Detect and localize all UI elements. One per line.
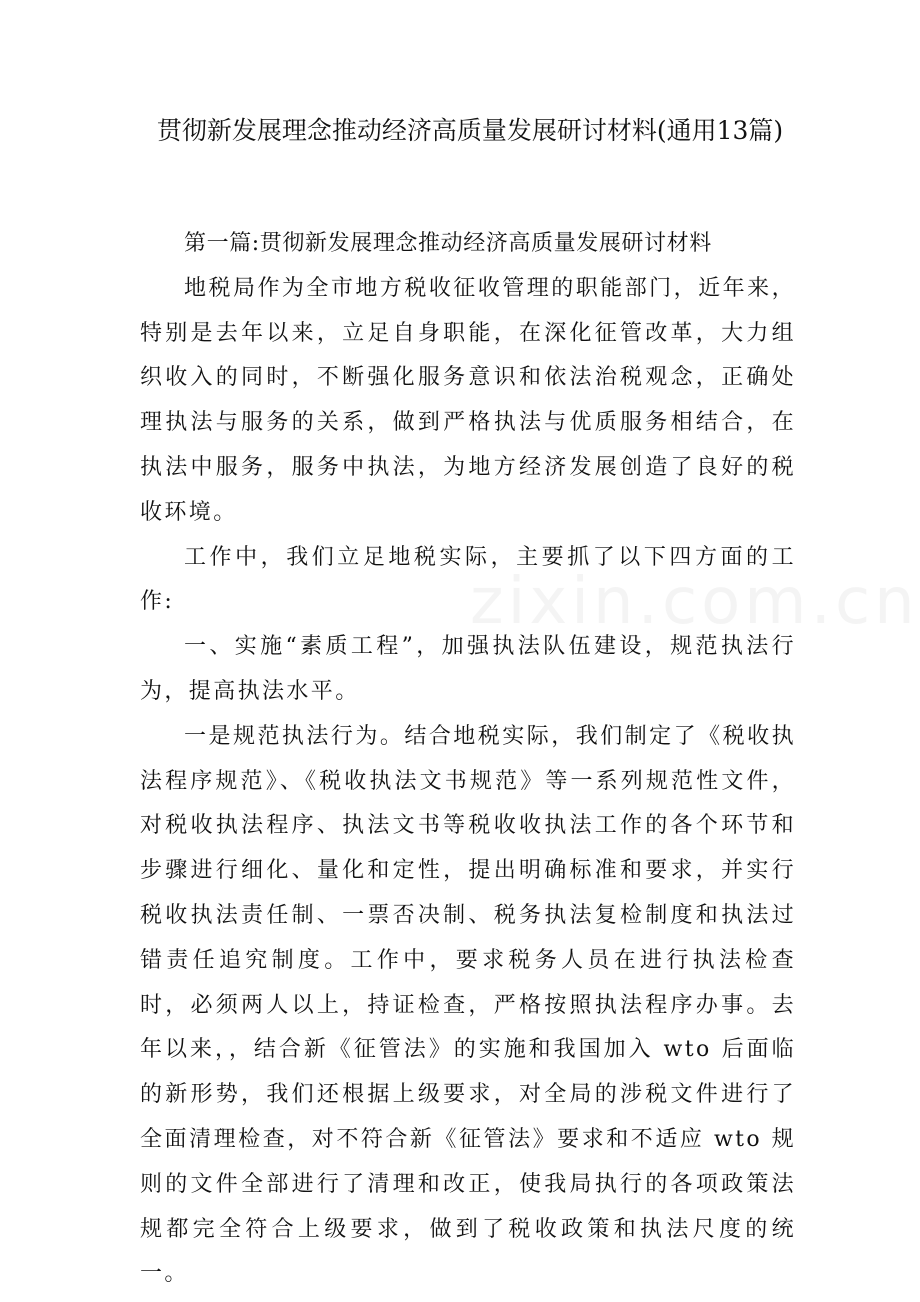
watermark: zixin.com.cn [470,565,919,639]
section-heading: 第一篇:贯彻新发展理念推动经济高质量发展研讨材料 [184,231,712,256]
paragraph-4: 一是规范执法行为。结合地税实际，我们制定了《税收执法程序规范》、《税收执法文书规范》等一系列规范性文件，对税收执法程序、执法文书等税收收执法工作的各个环节和步骤进行细化、量化和定性，提出明确标准和要求，并实行税收执法责任制、一票否决制、税务执法复检制度和执法过错责任追究制度。工作中，要求税务人员在进行执法检查时，必须两人以上，持证检查，严格按照执法程序办事。去年以来，，结合新《征管法》的实施和我国加入 wto 后面临的新形势，我们还根据上级要求，对全局的涉税文件进行了全面清理检查，对不符合新《征管法》要求和不适应 wto 规则的文件全部进行了清理和改正，使我局执行的各项政策法规都完全符合上级要求，做到了税收政策和执法尺度的统一。 [140,723,796,1287]
paragraph-3: 一、实施“素质工程”，加强执法队伍建设，规范执法行为，提高执法水平。 [140,634,796,704]
document-body [140,222,796,1297]
paragraph-1: 地税局作为全市地方税收征收管理的职能部门，近年来，特别是去年以来，立足自身职能，在深化征管改革，大力组织收入的同时，不断强化服务意识和依法治税观念，正确处理执法与服务的关系，做到严格执法与优质服务相结合，在执法中服务，服务中执法，为地方经济发展创造了良好的税收环境。 [140,275,796,525]
document-title: 贯彻新发展理念推动经济高质量发展研讨材料(通用13篇) [156,116,784,145]
paragraph-2: 工作中，我们立足地税实际，主要抓了以下四方面的工作: [140,544,796,615]
